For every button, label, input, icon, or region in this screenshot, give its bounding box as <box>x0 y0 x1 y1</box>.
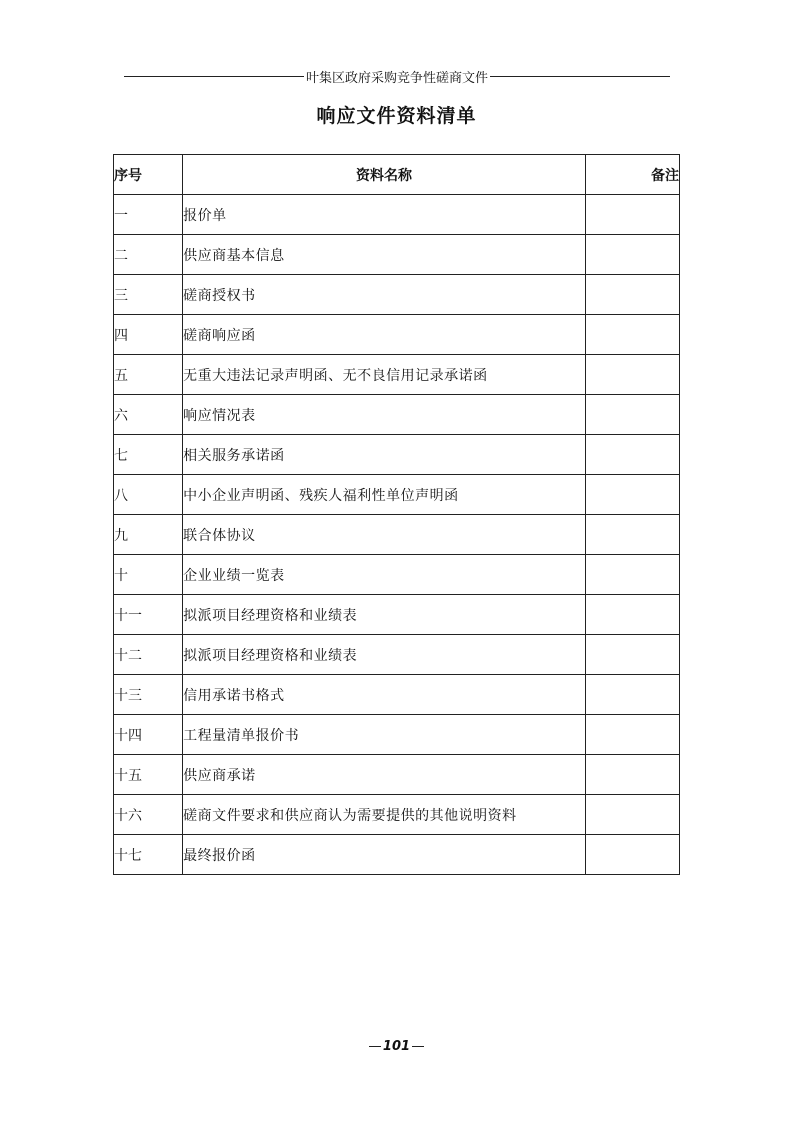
cell-note <box>585 395 679 435</box>
column-header-note: 备注 <box>585 155 679 195</box>
cell-name: 响应情况表 <box>183 395 586 435</box>
cell-name: 拟派项目经理资格和业绩表 <box>183 635 586 675</box>
table-row <box>114 835 680 875</box>
cell-note <box>585 635 679 675</box>
table-row <box>114 235 680 275</box>
cell-name: 最终报价函 <box>183 835 586 875</box>
cell-no: 九 <box>114 515 183 555</box>
cell-name: 磋商响应函 <box>183 315 586 355</box>
cell-no: 八 <box>114 475 183 515</box>
cell-note <box>585 435 679 475</box>
table-header-row <box>114 155 680 195</box>
table-row <box>114 635 680 675</box>
cell-no: 十三 <box>114 675 183 715</box>
cell-no: 十五 <box>114 755 183 795</box>
table-row <box>114 555 680 595</box>
cell-name: 企业业绩一览表 <box>183 555 586 595</box>
table-row <box>114 715 680 755</box>
materials-list-table <box>113 154 680 875</box>
table-row <box>114 395 680 435</box>
cell-no: 十 <box>114 555 183 595</box>
running-header <box>124 66 670 86</box>
table-row <box>114 195 680 235</box>
cell-name: 相关服务承诺函 <box>183 435 586 475</box>
cell-note <box>585 275 679 315</box>
cell-note <box>585 235 679 275</box>
cell-name: 中小企业声明函、残疾人福利性单位声明函 <box>183 475 586 515</box>
table-row <box>114 515 680 555</box>
page-dash-right <box>412 1046 424 1047</box>
cell-no: 五 <box>114 355 183 395</box>
table-row <box>114 435 680 475</box>
table-row <box>114 275 680 315</box>
page-number <box>0 1039 793 1054</box>
cell-name: 供应商基本信息 <box>183 235 586 275</box>
cell-name: 供应商承诺 <box>183 755 586 795</box>
cell-no: 二 <box>114 235 183 275</box>
table-row <box>114 355 680 395</box>
cell-no: 十一 <box>114 595 183 635</box>
cell-note <box>585 675 679 715</box>
header-rule-right <box>490 76 670 77</box>
table-row <box>114 795 680 835</box>
page-number-value: 101 <box>382 1039 411 1054</box>
cell-note <box>585 515 679 555</box>
cell-note <box>585 555 679 595</box>
table-row <box>114 675 680 715</box>
cell-no: 四 <box>114 315 183 355</box>
cell-note <box>585 835 679 875</box>
cell-no: 六 <box>114 395 183 435</box>
cell-name: 拟派项目经理资格和业绩表 <box>183 595 586 635</box>
cell-no: 十六 <box>114 795 183 835</box>
cell-no: 十七 <box>114 835 183 875</box>
table-row <box>114 595 680 635</box>
cell-note <box>585 755 679 795</box>
cell-note <box>585 595 679 635</box>
table-row <box>114 755 680 795</box>
cell-no: 一 <box>114 195 183 235</box>
column-header-no: 序号 <box>114 155 183 195</box>
cell-name: 报价单 <box>183 195 586 235</box>
table-body <box>114 195 680 875</box>
cell-name: 信用承诺书格式 <box>183 675 586 715</box>
running-header-title: 叶集区政府采购竞争性磋商文件 <box>306 70 489 86</box>
table-row <box>114 315 680 355</box>
page-dash-left <box>369 1046 381 1047</box>
cell-name: 无重大违法记录声明函、无不良信用记录承诺函 <box>183 355 586 395</box>
cell-note <box>585 355 679 395</box>
cell-note <box>585 195 679 235</box>
cell-name: 磋商文件要求和供应商认为需要提供的其他说明资料 <box>183 795 586 835</box>
cell-name: 工程量清单报价书 <box>183 715 586 755</box>
cell-name: 联合体协议 <box>183 515 586 555</box>
cell-note <box>585 475 679 515</box>
cell-no: 十二 <box>114 635 183 675</box>
cell-no: 七 <box>114 435 183 475</box>
cell-no: 十四 <box>114 715 183 755</box>
column-header-name: 资料名称 <box>183 155 586 195</box>
cell-note <box>585 715 679 755</box>
header-rule-left <box>124 76 304 77</box>
cell-note <box>585 315 679 355</box>
cell-no: 三 <box>114 275 183 315</box>
table-row <box>114 475 680 515</box>
cell-name: 磋商授权书 <box>183 275 586 315</box>
document-title: 响应文件资料清单 <box>316 105 477 127</box>
cell-note <box>585 795 679 835</box>
